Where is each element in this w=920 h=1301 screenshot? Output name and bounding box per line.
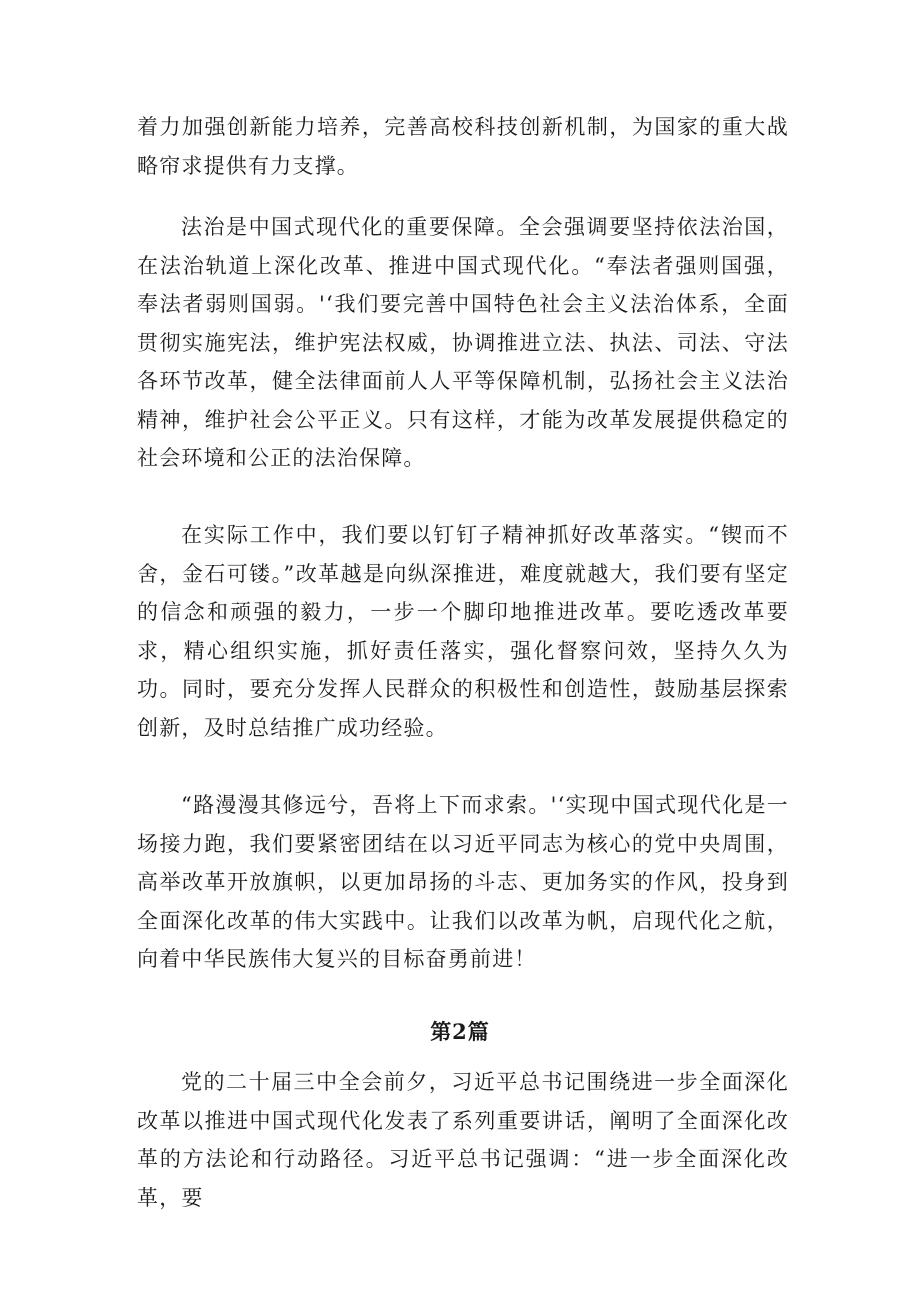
paragraph-implementation: 在实际工作中，我们要以钉钉子精神抓好改革落实。“锲而不舍，金石可镂。”改革越是向纵深推进，难度就越大，我们要有坚定的信念和顽强的毅力，一步一个脚印地推进改革。要吃透改革要求，精心组织实施，抓好责任落实，强化督察问效，坚持久久为功。同时，要充分发挥人民群众的积极性和创造性，鼓励基层探索创新，及时总结推广成功经验。 <box>137 523 789 740</box>
paragraph-rule-of-law: 法治是中国式现代化的重要保障。全会强调要坚持依法治国，在法治轨道上深化改革、推进中国式现代化。“奉法者强则国强，奉法者弱则国弱。'‘我们要完善中国特色社会主义法治体系，全面贯彻实施宪法，维护宪法权威，协调推进立法、执法、司法、守法各环节改革，健全法律面前人人平等保障机制，弘扬社会主义法治精神，维护社会公平正义。只有这样，才能为改革发展提供稳定的社会环境和公正的法治保障。 <box>137 215 789 470</box>
section-heading: 第2篇 <box>430 1019 490 1044</box>
paragraph-conclusion: “路漫漫其修远兮，吾将上下而求索。'‘实现中国式现代化是一场接力跑，我们要紧密团结在以习近平同志为核心的党中央周围，高举改革开放旗帜，以更加昂扬的斗志、更加务实的作风，投身到全面深化改革的伟大实践中。让我们以改革为帆，启现代化之航，向着中华民族伟大复兴的目标奋勇前进！ <box>137 793 789 971</box>
paragraph-continuation: 着力加强创新能力培养，完善高校科技创新机制，为国家的重大战略帘求提供有力支撑。 <box>137 115 789 178</box>
paragraph-section2-intro: 党的二十届三中全会前夕，习近平总书记围绕进一步全面深化改革以推进中国式现代化发表了系列重要讲话，阐明了全面深化改革的方法论和行动路径。习近平总书记强调：“进一步全面深化改革，要 <box>137 1070 789 1210</box>
